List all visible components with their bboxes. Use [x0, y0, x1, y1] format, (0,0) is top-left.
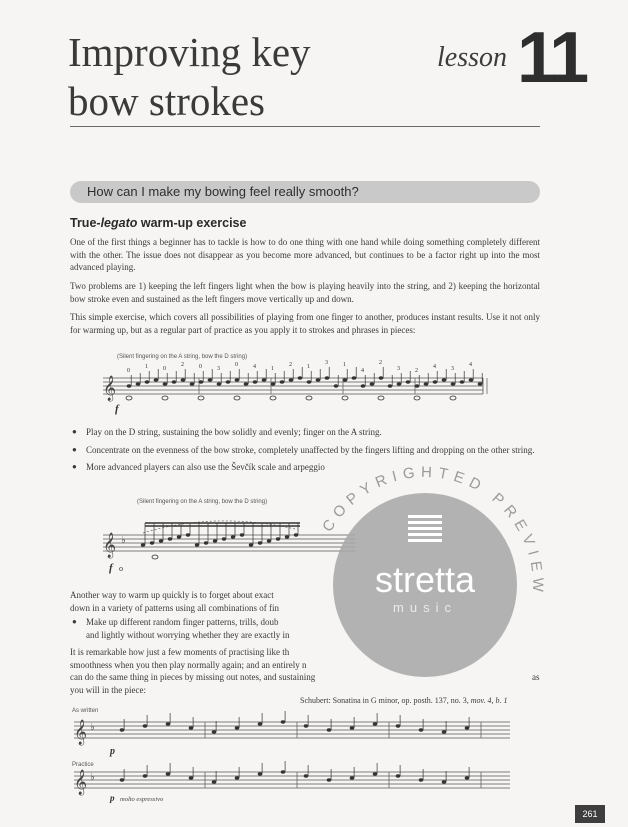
- note-head: [419, 728, 424, 731]
- note-head: [352, 376, 357, 380]
- note-head: [226, 380, 231, 384]
- section-heading-post: warm-up exercise: [137, 216, 247, 230]
- note-head: [267, 539, 271, 542]
- note-head: [235, 378, 240, 382]
- fingering-number: 3: [325, 360, 328, 366]
- treble-clef-icon: 𝄞: [74, 769, 88, 794]
- note-head: [316, 378, 321, 382]
- note-head: [249, 543, 253, 546]
- whole-note: [126, 396, 132, 400]
- fingering-number: 3: [451, 366, 454, 372]
- bullet-list-2: [70, 616, 330, 641]
- example-3-staff-top: [74, 722, 510, 738]
- section-heading: [70, 216, 246, 230]
- note-head: [406, 380, 411, 384]
- music-example-3: [70, 704, 510, 804]
- note-head: [373, 722, 378, 725]
- whole-note: [306, 396, 312, 400]
- note-head: [289, 378, 294, 382]
- fingering-number: 1: [145, 364, 148, 370]
- example-3-dynamic-top: p: [110, 746, 115, 757]
- note-head: [127, 384, 132, 388]
- note-head: [397, 382, 402, 386]
- note-head: [276, 537, 280, 540]
- note-head: [442, 780, 447, 783]
- fingering-number: 3: [217, 366, 220, 372]
- fingering-number: 3: [397, 366, 400, 372]
- note-head: [240, 533, 244, 536]
- note-head: [442, 730, 447, 733]
- note-head: [195, 543, 199, 546]
- note-head: [285, 535, 289, 538]
- bullet-item: ● More advanced players can also use the Ševčík scale and arpeggio: [70, 461, 540, 474]
- paragraph-1: One of the first things a beginner has to tackle is how to do one thing with one hand while doing something completely different with the other. The issue does not disappear as you become more advanced, but continues to be a factor right up into the most advanced playing.: [70, 237, 540, 273]
- fingering-number: 4: [361, 368, 364, 374]
- whole-note: [198, 396, 204, 400]
- note-head: [396, 724, 401, 727]
- paragraph-4-line-2: down in a variety of patterns using all combinations of fin: [70, 602, 279, 613]
- bullet-item: ● Concentrate on the evenness of the bow stroke, completely unaffected by the fingers lifting and dropping on the other string.: [70, 444, 540, 457]
- note-head: [258, 772, 263, 775]
- note-head: [143, 774, 148, 777]
- note-head: [235, 776, 240, 779]
- note-head: [208, 378, 213, 382]
- fingering-number: 0: [199, 364, 202, 370]
- flat-icon: ♭: [90, 772, 95, 783]
- note-head: [396, 774, 401, 777]
- as-written-label: As written: [72, 708, 99, 714]
- treble-clef-icon: 𝄞: [103, 375, 117, 400]
- title-line-1: Improving key: [68, 29, 311, 75]
- note-head: [469, 378, 474, 382]
- example-2-label: (Silent fingering on the A string, bow the D string): [137, 499, 268, 505]
- paragraph-5-line-2: smoothness when you then play normally again; and an entirely n: [70, 659, 307, 670]
- stretta-watermark: [300, 460, 550, 710]
- paragraph-5-line-3-text: can do the same thing in pieces by missing out notes, and sustaining: [70, 672, 316, 683]
- title-line-2: bow strokes: [68, 78, 266, 124]
- whole-note: [270, 396, 276, 400]
- lesson-number: 11: [517, 18, 586, 98]
- fingering-number: 0: [235, 362, 238, 368]
- note-head: [172, 380, 177, 384]
- treble-clef-icon: 𝄞: [74, 719, 88, 744]
- note-head: [460, 380, 465, 384]
- paragraph-5-line-4: you will in the piece:: [70, 684, 146, 695]
- fingering-number: 2: [181, 362, 184, 368]
- note-head: [478, 382, 483, 386]
- note-head: [442, 378, 447, 382]
- note-head: [143, 724, 148, 727]
- note-head: [370, 382, 375, 386]
- whole-note: [234, 396, 240, 400]
- section-heading-italic: legato: [100, 216, 138, 230]
- note-head: [281, 720, 286, 723]
- note-head: [334, 384, 339, 388]
- note-head: [150, 541, 154, 544]
- note-head: [258, 541, 262, 544]
- whole-note: [152, 555, 158, 559]
- fingering-number: 1: [307, 364, 310, 370]
- example-2-notes: [141, 523, 300, 559]
- fingering-number: 4: [469, 362, 472, 368]
- note-head: [231, 535, 235, 538]
- note-head: [262, 378, 267, 382]
- note-head: [213, 539, 217, 542]
- lesson-label: lesson: [437, 42, 507, 73]
- watermark-ring-text: COPYRIGHTED PREVIEW: [319, 463, 547, 599]
- note-head: [181, 378, 186, 382]
- whole-note: [342, 396, 348, 400]
- caption-text: Schubert: Sonatina in G minor, op. posth. 137, no. 3,: [300, 696, 471, 705]
- note-head: [280, 380, 285, 384]
- note-head: [350, 726, 355, 729]
- paragraph-4-line-1: Another way to warm up quickly is to forget about exact: [70, 590, 274, 600]
- paragraph-3: This simple exercise, which covers all possibilities of playing from one finger to another, produces instant results. Use it not only for warming up, but as a regular part of practice as you apply it to strokes and phrases in pieces:: [70, 312, 540, 335]
- treble-clef-icon: 𝄞: [103, 532, 117, 557]
- note-head: [325, 376, 330, 380]
- flat-icon: ♭: [121, 535, 126, 546]
- note-head: [145, 380, 150, 384]
- paragraph-2: Two problems are 1) keeping the left fingers light when the bow is playing heavily into the string, and 2) keeping the horizontal bow stroke even and sustained as the left fingers move vertically up and down.: [70, 281, 540, 304]
- note-head: [235, 726, 240, 729]
- note-head: [373, 772, 378, 775]
- example-2-dynamic: f: [109, 562, 113, 574]
- section-heading-pre: True-: [70, 216, 101, 230]
- page-title: [68, 28, 311, 126]
- watermark-sub: music: [393, 600, 457, 615]
- fingering-number: 4: [433, 364, 436, 370]
- note-head: [163, 382, 168, 386]
- note-head: [271, 382, 276, 386]
- note-head: [136, 382, 141, 386]
- example-1-fingerings: [127, 360, 472, 374]
- fingering-number: 1: [343, 362, 346, 368]
- example-1-notes: [126, 367, 487, 400]
- note-head: [212, 780, 217, 783]
- example-1-label: (Silent fingering on the A string, bow the D string): [117, 354, 248, 360]
- bullet-item: ● Play on the D string, sustaining the bow solidly and evenly; finger on the A string.: [70, 426, 540, 439]
- note-head: [120, 728, 125, 731]
- fingering-number: 2: [379, 360, 382, 366]
- flat-icon: ♭: [90, 722, 95, 733]
- fingering-number: 2: [289, 362, 292, 368]
- fingering-number: 2: [415, 368, 418, 374]
- note-head: [350, 776, 355, 779]
- bullet-item: ● Make up different random finger patterns, trills, doub: [70, 616, 330, 629]
- page-number: 261: [575, 805, 605, 823]
- music-example-1: [95, 350, 495, 420]
- note-head: [222, 537, 226, 540]
- note-head: [212, 730, 217, 733]
- whole-note: [162, 396, 168, 400]
- paragraph-5-line-1: It is remarkable how just a few moments of practising like th: [70, 647, 290, 657]
- note-head: [307, 380, 312, 384]
- whole-note: [450, 396, 456, 400]
- fingering-number: 0: [163, 366, 166, 372]
- title-rule: [70, 126, 540, 127]
- example-3-dynamic-bottom: p: [110, 793, 115, 803]
- note-head: [415, 384, 420, 388]
- note-head: [189, 726, 194, 729]
- note-head: [304, 774, 309, 777]
- note-head: [199, 380, 204, 384]
- note-head: [159, 539, 163, 542]
- example-3-staff-bottom: [74, 772, 510, 788]
- note-head: [419, 778, 424, 781]
- example-1-dynamic: f: [115, 403, 119, 415]
- fingering-number: 4: [253, 364, 256, 370]
- bullet-continuation: and lightly without worrying whether they are exactly in: [86, 629, 290, 640]
- note-head: [465, 726, 470, 729]
- note-head: [388, 384, 393, 388]
- note-head: [258, 722, 263, 725]
- note-head: [120, 778, 125, 781]
- note-head: [298, 376, 303, 380]
- watermark-brand: stretta: [374, 559, 476, 600]
- note-head: [465, 776, 470, 779]
- note-head: [451, 382, 456, 386]
- note-head: [166, 722, 171, 725]
- note-head: [379, 376, 384, 380]
- note-head: [177, 535, 181, 538]
- note-head: [294, 533, 298, 536]
- note-head: [343, 378, 348, 382]
- note-head: [424, 382, 429, 386]
- note-head: [189, 776, 194, 779]
- note-head: [168, 537, 172, 540]
- whole-note: [414, 396, 420, 400]
- question-bar: How can I make my bowing feel really smooth?: [70, 181, 540, 203]
- caption-italic: mov. 4, b. 1: [470, 696, 508, 705]
- fingering-number: 0: [127, 368, 130, 374]
- open-string-mark: o: [119, 564, 123, 573]
- note-head: [166, 772, 171, 775]
- note-head: [304, 724, 309, 727]
- note-head: [327, 778, 332, 781]
- note-head: [217, 382, 222, 386]
- note-head: [433, 380, 438, 384]
- note-head: [361, 384, 366, 388]
- note-head: [190, 382, 195, 386]
- practice-label: Practice: [72, 762, 94, 768]
- whole-note: [378, 396, 384, 400]
- fingering-number: 1: [271, 366, 274, 372]
- note-head: [281, 770, 286, 773]
- paragraph-5-line-3-end: as: [532, 672, 540, 683]
- note-head: [154, 378, 159, 382]
- expression-marking: molto espressivo: [120, 796, 164, 803]
- note-head: [186, 533, 190, 536]
- note-head: [327, 728, 332, 731]
- note-head: [141, 543, 145, 546]
- note-head: [244, 382, 249, 386]
- note-head: [253, 380, 258, 384]
- note-head: [204, 541, 208, 544]
